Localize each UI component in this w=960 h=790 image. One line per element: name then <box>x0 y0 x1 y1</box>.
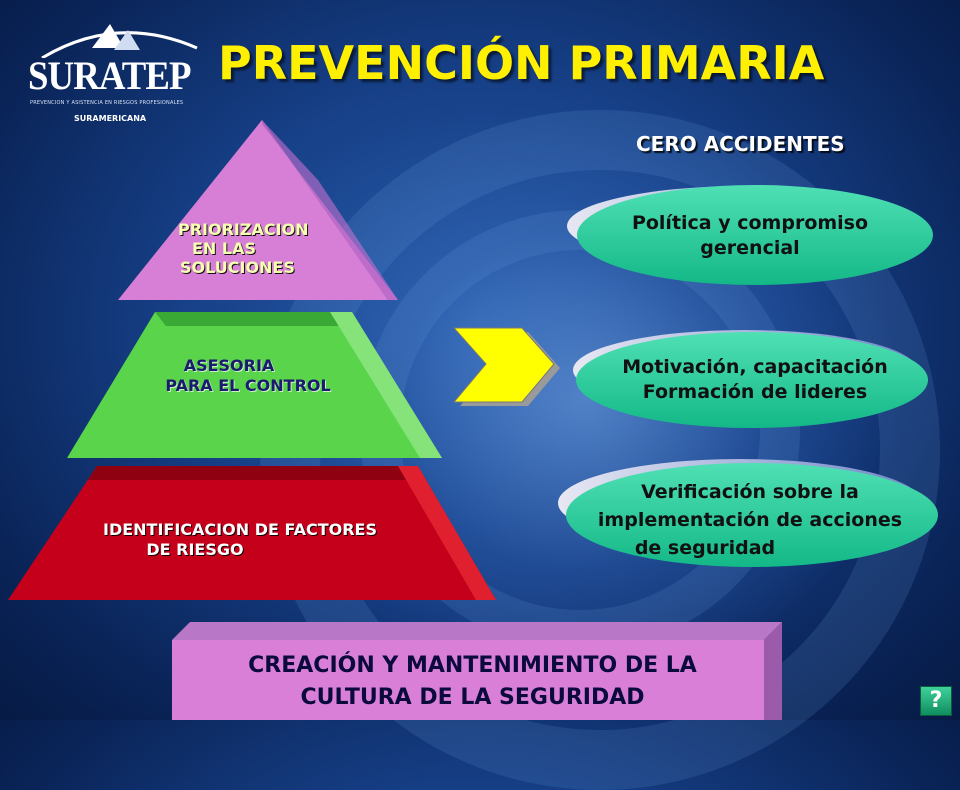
goal-label: CERO ACCIDENTES <box>636 132 845 156</box>
pyramid-bottom-label <box>40 520 440 560</box>
pyramid-middle-line: ASESORIA <box>183 356 275 375</box>
oval-2-text <box>595 355 915 405</box>
pyramid-top-line: SOLUCIONES <box>180 258 295 277</box>
pyramid-bottom-line: IDENTIFICACION DE FACTORES <box>103 520 377 539</box>
oval-line: implementación de acciones <box>597 509 903 531</box>
foundation-label <box>180 650 765 714</box>
logo-brand: SURAMERICANA <box>74 114 147 123</box>
foundation-line: CULTURA DE LA SEGURIDAD <box>300 685 645 710</box>
oval-line: de seguridad <box>634 537 776 559</box>
logo-tagline: PREVENCION Y ASISTENCIA EN RIESGOS PROFESIONALES <box>30 100 184 106</box>
oval-line: Política y compromiso <box>631 212 869 234</box>
pyramid-middle-label <box>108 356 388 396</box>
page-title: PREVENCIÓN PRIMARIA <box>218 36 825 90</box>
pyramid-middle-line: PARA EL CONTROL <box>165 376 331 395</box>
help-button[interactable] <box>920 686 952 716</box>
oval-line: Verificación sobre la <box>641 481 859 503</box>
oval-line: gerencial <box>700 237 800 259</box>
oval-line: Formación de lideres <box>642 381 868 403</box>
logo-wordmark: SURATEP <box>28 53 191 98</box>
oval-1-text <box>600 211 900 261</box>
oval-line: Motivación, capacitación <box>622 356 888 378</box>
pyramid-top-label <box>178 220 309 277</box>
pyramid-bottom-line: DE RIESGO <box>146 540 244 559</box>
foundation-line: CREACIÓN Y MANTENIMIENTO DE LA <box>248 653 697 678</box>
oval-3-text <box>570 478 930 562</box>
help-icon: ? <box>929 688 943 713</box>
pyramid-top-line: PRIORIZACION <box>178 220 309 239</box>
chevron-arrow-icon <box>454 328 560 406</box>
pyramid-top-line: EN LAS <box>192 239 256 258</box>
